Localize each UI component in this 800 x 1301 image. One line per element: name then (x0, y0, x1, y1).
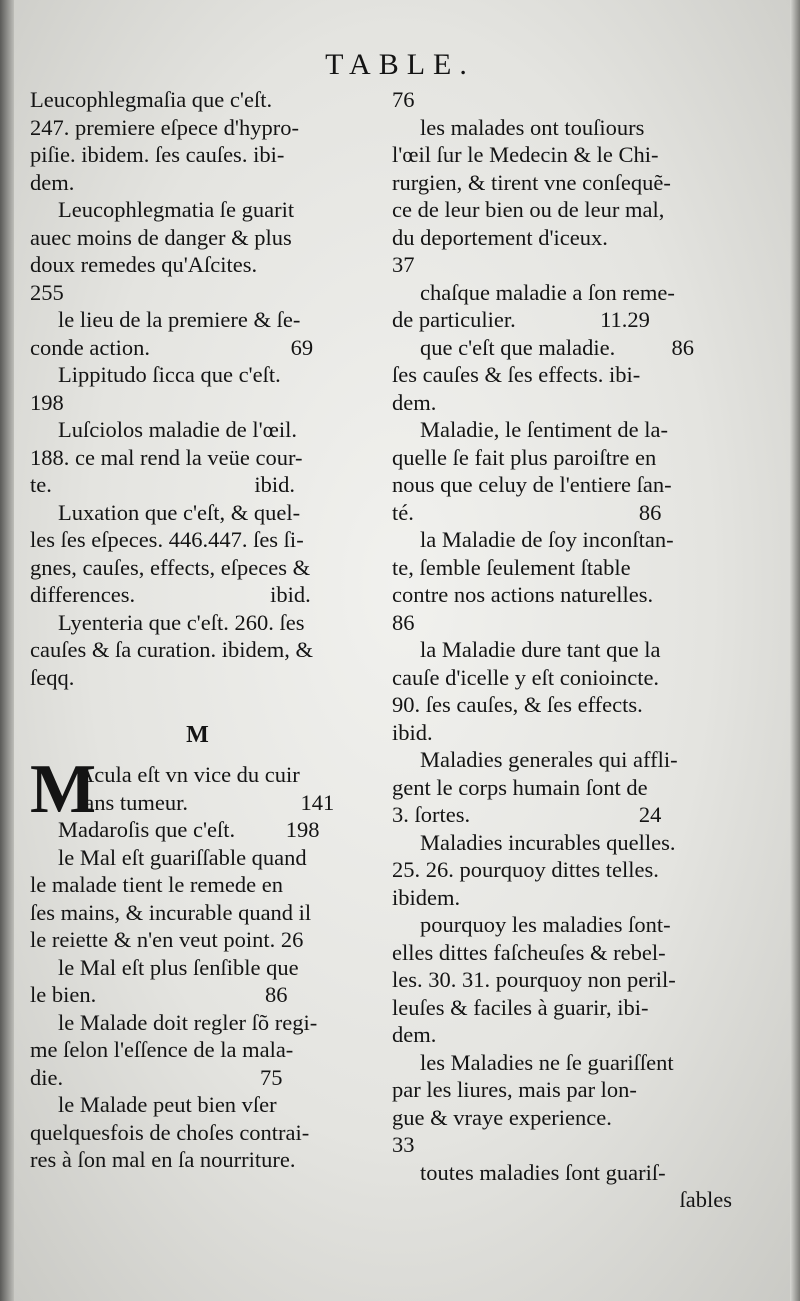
index-line: conde action. 69 (30, 334, 314, 360)
index-line: Luxation que c'eſt, & quel- (58, 499, 301, 525)
index-line: le Mal eſt guariſſable quand (58, 844, 307, 870)
index-line: ſes cauſes & ſes effects. ibi- (392, 362, 641, 387)
index-line: elles dittes faſcheuſes & rebel- (392, 939, 666, 965)
index-line: Leucophlegmaſia que c'eſt. (30, 87, 273, 112)
drop-cap-letter: M (30, 751, 97, 828)
page-edge-shadow (790, 0, 800, 1301)
index-line: me ſelon l'eſſence de la mala- (30, 1037, 294, 1062)
index-line: que c'eſt que maladie. 86 (420, 334, 694, 360)
index-line: Leucophlegmatia ſe guarit (58, 197, 295, 222)
index-line: 86 (392, 609, 415, 635)
index-line: toutes maladies ſont guariſ- (420, 1159, 666, 1185)
index-line: ſeqq. (30, 664, 75, 690)
index-line: Maladies incurables quelles. (420, 829, 676, 855)
index-line: chaſque maladie a ſon reme- (420, 279, 675, 305)
index-line: Luſciolos maladie de l'œil. (58, 417, 297, 442)
index-line: gue & vraye experience. (392, 1104, 612, 1130)
index-line: cauſe d'icelle y eſt conioincte. (392, 664, 660, 690)
catchword: ſables (679, 1187, 732, 1212)
index-line: te, ſemble ſeulement ſtable (392, 554, 631, 580)
index-line: Acula eſt vn vice du cuir (78, 762, 300, 787)
index-line: ibidem. (392, 884, 461, 910)
index-line: piſie. ibidem. ſes cauſes. ibi- (30, 142, 285, 167)
index-line: dem. (392, 1022, 437, 1047)
index-line: la Maladie dure tant que la (420, 637, 661, 662)
index-line: 255 (30, 279, 64, 305)
left-column (30, 86, 365, 1174)
index-line: auec moins de danger & plus (30, 224, 292, 250)
index-line: te. ibid. (30, 472, 295, 497)
index-line: 247. premiere eſpece d'hypro- (30, 114, 299, 140)
index-line: la Maladie de ſoy inconſtan- (420, 527, 674, 552)
index-line: le Mal eſt plus ſenſible que (58, 954, 299, 980)
index-line: 25. 26. pourquoy dittes telles. (392, 857, 659, 882)
index-line: gent le corps humain ſont de (392, 774, 648, 800)
index-line: par les liures, mais par lon- (392, 1077, 637, 1102)
right-column (392, 86, 732, 1214)
index-line: dem. (30, 169, 75, 195)
index-line: rurgien, & tirent vne conſequẽ- (392, 169, 671, 195)
index-line: le bien. 86 (30, 982, 288, 1007)
running-head: TABLE. (325, 48, 475, 81)
index-line: 76 (392, 87, 415, 112)
index-line: le Malade peut bien vſer (58, 1092, 277, 1117)
index-line: gnes, cauſes, effects, eſpeces & (30, 554, 311, 580)
page-gutter-shadow (0, 0, 14, 1301)
index-line: leuſes & faciles à guarir, ibi- (392, 994, 649, 1020)
index-line: le malade tient le remede en (30, 872, 283, 897)
drop-cap-paragraph (30, 751, 365, 828)
index-line: du deportement d'iceux. (392, 224, 608, 250)
index-line: nous que celuy de l'entiere ſan- (392, 472, 672, 497)
index-line: le Malade doit regler ſõ regi- (58, 1009, 318, 1035)
index-line: de particulier. 11.29 (392, 307, 650, 332)
index-line: 188. ce mal rend la veüe cour- (30, 444, 303, 470)
index-line: Maladies generales qui affli- (420, 747, 678, 772)
index-line: les ſes eſpeces. 446.447. ſes ſi- (30, 527, 304, 552)
index-line: 33 (392, 1132, 415, 1157)
index-line: les. 30. 31. pourquoy non peril- (392, 967, 676, 992)
index-line: l'œil ſur le Medecin & le Chi- (392, 142, 659, 167)
index-line: quelle ſe fait plus paroiſtre en (392, 444, 657, 470)
index-line: Lippitudo ſicca que c'eſt. (58, 362, 281, 387)
index-line: ſes mains, & incurable quand il (30, 899, 312, 925)
index-line: doux remedes qu'Aſcites. (30, 252, 258, 277)
index-line: le reiette & n'en veut point. 26 (30, 927, 304, 952)
index-line: res à ſon mal en ſa nourriture. (30, 1147, 296, 1172)
index-line: 90. ſes cauſes, & ſes effects. (392, 692, 643, 717)
index-line: ibid. (392, 719, 433, 745)
index-line: les Maladies ne ſe guariſſent (420, 1049, 674, 1075)
index-line: cauſes & ſa curation. ibidem, & (30, 637, 314, 662)
index-line: 37 (392, 252, 415, 277)
index-line: quelquesfois de choſes contrai- (30, 1119, 310, 1145)
index-line: die. 75 (30, 1064, 283, 1090)
index-line: ſans tumeur. 141 (78, 789, 335, 815)
index-line: Maladie, le ſentiment de la- (420, 417, 669, 442)
index-line: té. 86 (392, 499, 662, 525)
index-line: pourquoy les maladies ſont- (420, 912, 671, 937)
index-line: 198 (30, 389, 64, 415)
index-line: dem. (392, 389, 437, 415)
index-line: differences. ibid. (30, 582, 311, 607)
index-line: ce de leur bien ou de leur mal, (392, 197, 665, 222)
section-heading-m: M (186, 722, 209, 748)
index-line: le lieu de la premiere & ſe- (58, 307, 301, 332)
index-line: contre nos actions naturelles. (392, 582, 654, 607)
index-line: Lyenteria que c'eſt. 260. ſes (58, 609, 305, 635)
index-line: les malades ont touſiours (420, 114, 645, 140)
index-line: 3. ſortes. 24 (392, 802, 662, 827)
index-line: Madaroſis que c'eſt. 198 (58, 817, 320, 842)
